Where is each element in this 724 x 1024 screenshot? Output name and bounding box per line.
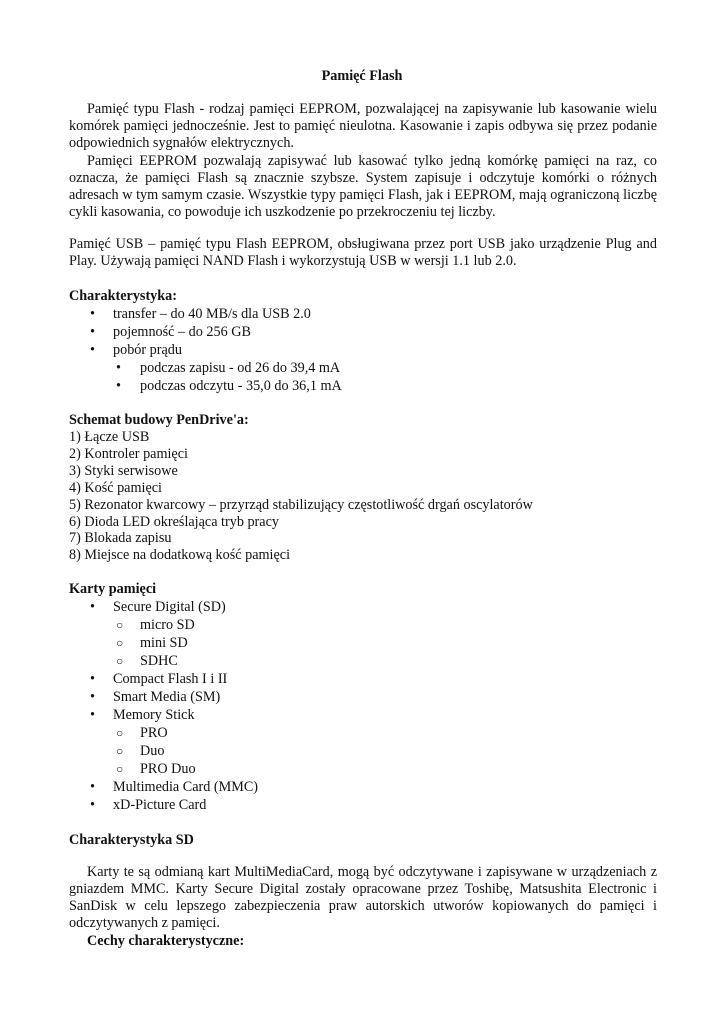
bullet-icon: •: [90, 306, 95, 322]
sd-paragraph: Karty te są odmianą kart MultiMediaCard, mogą być odczytywane i zapisywane w urządzeniach z gniazdem MMC. Karty Secure Digital zostały opracowane przez Toshibę, Matsushita Electronic i SanDisk w celu lepszego zabezpieczenia praw autorskich utworów kopiowanych do pamięci i odczytywanych z pamięci.: [69, 864, 657, 931]
list-subitem: ○ SDHC: [116, 653, 178, 669]
circle-bullet-icon: ○: [116, 726, 124, 740]
circle-bullet-icon: ○: [116, 654, 124, 668]
list-item: • Memory Stick: [90, 707, 195, 723]
bullet-icon: •: [90, 797, 95, 813]
list-subitem: • podczas zapisu - od 26 do 39,4 mA: [116, 360, 341, 376]
characteristics-heading: Charakterystyka:: [69, 288, 177, 304]
intro-paragraph-2: Pamięci EEPROM pozwalają zapisywać lub kasować tylko jedną komórkę pamięci na raz, co oznacza, że pamięci Flash są znacznie szybsze. System zapisuje i odczytuje komórki o różnych adresach w tym samym czasie. Wszystkie typy pamięci Flash, jak i EEPROM, mają ograniczoną liczbę cykli kasowania, co powoduje ich uszkodzenie po przekroczeniu tej liczby.: [69, 153, 657, 220]
bullet-icon: •: [90, 599, 95, 615]
circle-bullet-icon: ○: [116, 618, 124, 632]
bullet-icon: •: [116, 378, 121, 394]
usb-paragraph: Pamięć USB – pamięć typu Flash EEPROM, obsługiwana przez port USB jako urządzenie Plug and Play. Używają pamięci NAND Flash i wykorzystują USB w wersji 1.1 lub 2.0.: [69, 236, 657, 269]
bullet-icon: •: [90, 707, 95, 723]
list-subitem: ○ micro SD: [116, 617, 195, 633]
bullet-icon: •: [116, 360, 121, 376]
list-subitem: ○ PRO Duo: [116, 761, 196, 777]
schema-item: 5) Rezonator kwarcowy – przyrząd stabilizujący częstotliwość drgań oscylatorów: [69, 497, 533, 513]
circle-bullet-icon: ○: [116, 636, 124, 650]
bullet-icon: •: [90, 689, 95, 705]
schema-item: 7) Blokada zapisu: [69, 530, 172, 546]
circle-bullet-icon: ○: [116, 744, 124, 758]
list-subitem: ○ mini SD: [116, 635, 188, 651]
list-item: • Compact Flash I i II: [90, 671, 228, 687]
bullet-icon: •: [90, 779, 95, 795]
list-item: • Smart Media (SM): [90, 689, 221, 705]
bullet-icon: •: [90, 324, 95, 340]
intro-paragraph-1: Pamięć typu Flash - rodzaj pamięci EEPROM, pozwalającej na zapisywanie lub kasowanie wielu komórek pamięci jednocześnie. Jest to pamięć nieulotna. Kasowanie i zapis odbywa się przez podanie odpowiednich sygnałów elektrycznych.: [69, 101, 657, 151]
schema-item: 2) Kontroler pamięci: [69, 446, 188, 462]
cards-heading: Karty pamięci: [69, 581, 157, 597]
schema-item: 6) Dioda LED określająca tryb pracy: [69, 514, 279, 530]
features-heading: Cechy charakterystyczne:: [87, 933, 245, 949]
bullet-icon: •: [90, 342, 95, 358]
list-item: • Secure Digital (SD): [90, 599, 226, 615]
list-subitem: ○ PRO: [116, 725, 168, 741]
list-item: • Multimedia Card (MMC): [90, 779, 259, 795]
list-subitem: • podczas odczytu - 35,0 do 36,1 mA: [116, 378, 342, 394]
list-item: • xD-Picture Card: [90, 797, 207, 813]
circle-bullet-icon: ○: [116, 762, 124, 776]
schema-item: 8) Miejsce na dodatkową kość pamięci: [69, 547, 291, 563]
list-subitem: ○ Duo: [116, 743, 165, 759]
schema-heading: Schemat budowy PenDrive'a:: [69, 412, 249, 428]
list-item: • pojemność – do 256 GB: [90, 324, 251, 340]
schema-item: 3) Styki serwisowe: [69, 463, 178, 479]
list-item: • transfer – do 40 MB/s dla USB 2.0: [90, 306, 311, 322]
sd-section-heading: Charakterystyka SD: [69, 832, 194, 848]
schema-item: 4) Kość pamięci: [69, 480, 162, 496]
schema-item: 1) Łącze USB: [69, 429, 150, 445]
bullet-icon: •: [90, 671, 95, 687]
list-item: • pobór prądu: [90, 342, 182, 358]
page-title: Pamięć Flash: [321, 68, 403, 84]
